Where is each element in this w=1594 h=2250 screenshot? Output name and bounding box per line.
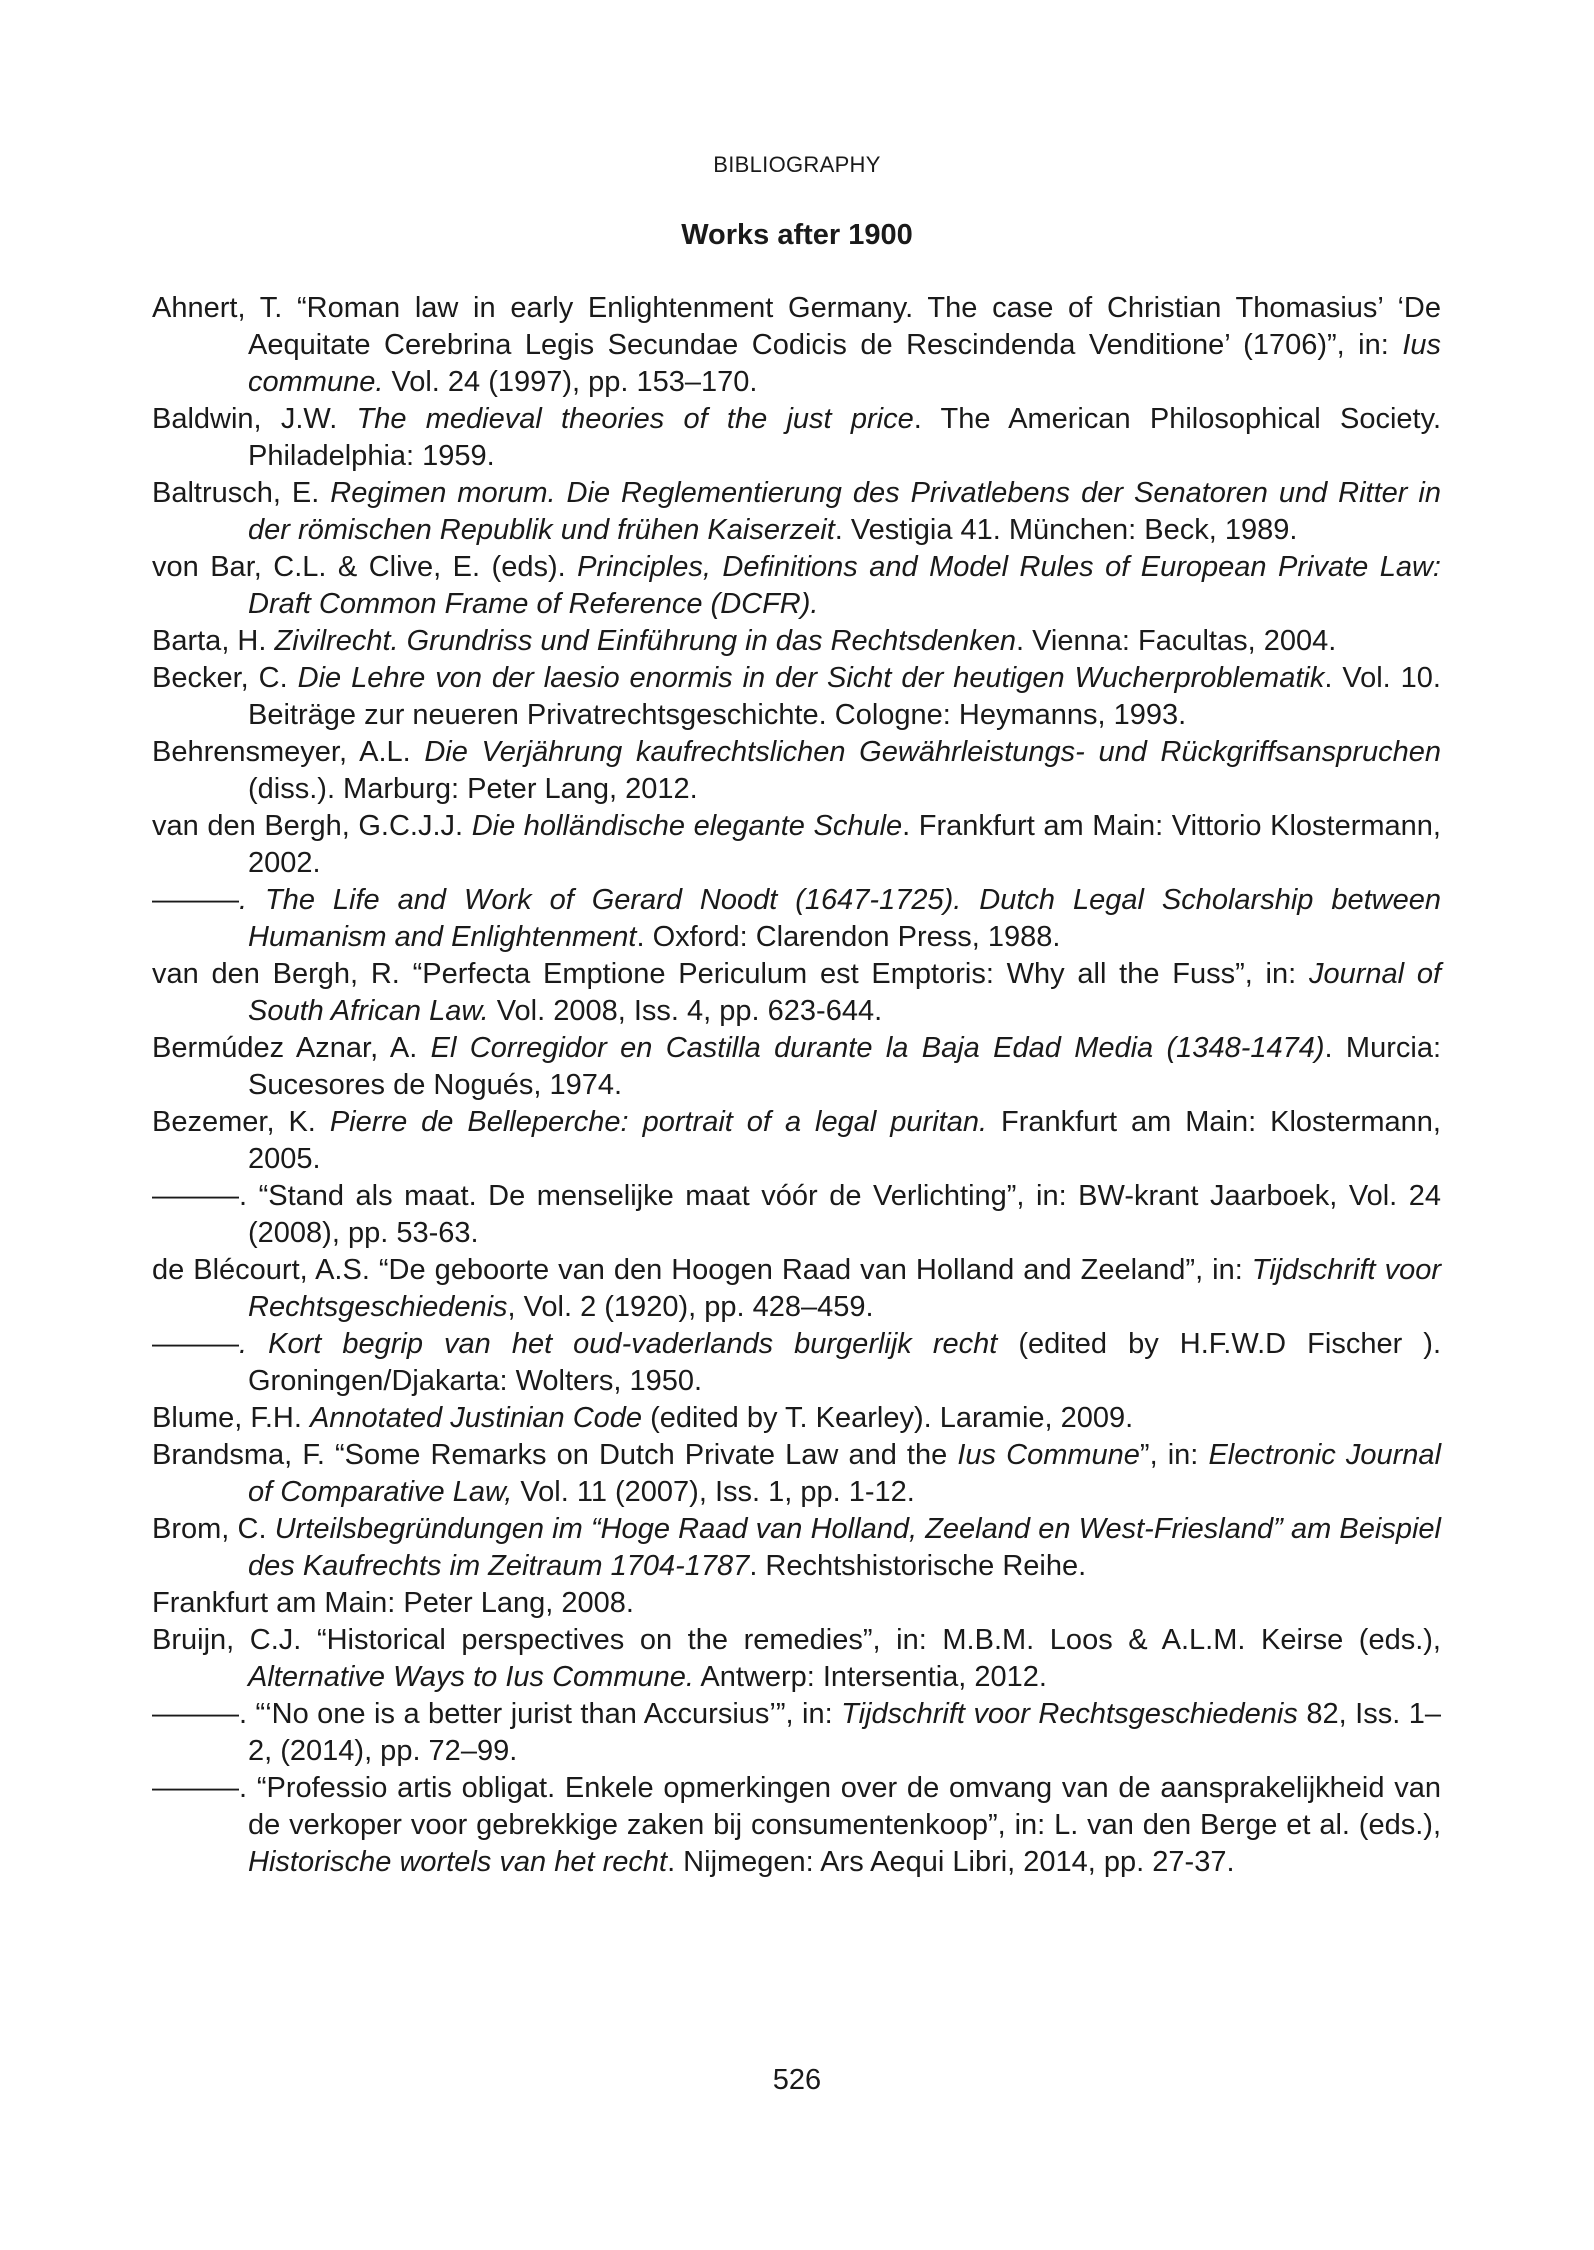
bib-entry-bezemer-stand [152, 1178, 1441, 1252]
entry-text: ”, in: [1139, 1439, 1209, 1471]
bib-entry-brandsma [152, 1437, 1441, 1511]
entry-title: Die holländische elegante Schule [471, 810, 903, 842]
entry-text: de Blécourt, A.S. “De geboorte van den Hoogen Raad van Holland and Zeeland”, in: [152, 1254, 1252, 1286]
entry-text: (diss.). Marburg: Peter Lang, 2012. [248, 773, 698, 805]
entry-text: van den Bergh, G.C.J.J. [152, 810, 472, 842]
bib-entry-brom-continuation [152, 1585, 1441, 1622]
entry-title: El Corregidor en Castilla durante la Baja Edad Media (1348-1474) [430, 1032, 1325, 1064]
entry-text: . Oxford: Clarendon Press, 1988. [636, 921, 1061, 953]
bib-entry-bermudez-aznar [152, 1030, 1441, 1104]
entry-text: Frankfurt am Main: Peter Lang, 2008. [152, 1587, 634, 1619]
entry-text: . Frankfurt am Main: Vittorio Klostermann, 2002. [248, 810, 1441, 879]
entry-text: . Vestigia 41. München: Beck, 1989. [834, 514, 1298, 546]
bib-entry-becker [152, 660, 1441, 734]
entry-text: Vol. 11 (2007), Iss. 1, pp. 1-12. [512, 1476, 915, 1508]
bib-entry-bruijn-accursius [152, 1696, 1441, 1770]
entry-title: Urteilsbegründungen im “Hoge Raad van Holland, Zeeland en West-Friesland” am Beispiel des Kaufrechts im Zeitraum 1704-1787 [248, 1513, 1441, 1582]
bib-entry-behrensmeyer [152, 734, 1441, 808]
entry-title: Tijdschrift voor Rechtsgeschiedenis [248, 1254, 1441, 1323]
entry-text: ———. “Professio artis obligat. Enkele opmerkingen over de omvang van de aansprakelijkheid van de verkoper voor gebrekkige zaken bij consumentenkoop”, in: L. van den Berge et al. (eds.), [152, 1772, 1441, 1841]
entry-title: Die Lehre von der laesio enormis in der Sicht der heutigen Wucherproblematik [297, 662, 1325, 694]
bib-entry-bruijn-professio [152, 1770, 1441, 1881]
entry-text: Behrensmeyer, A.L. [152, 736, 425, 768]
entry-title: Die Verjährung kaufrechtslichen Gewährleistungs- und Rückgriffsanspruchen [424, 736, 1441, 768]
entry-title: Alternative Ways to Ius Commune. [248, 1661, 694, 1693]
entry-title: Principles, Definitions and Model Rules of European Private Law: Draft Common Frame of Reference (DCFR). [248, 551, 1441, 620]
entry-text: , Vol. 2 (1920), pp. 428–459. [507, 1291, 874, 1323]
entry-text: Ahnert, T. “Roman law in early Enlightenment Germany. The case of Christian Thomasius’ ‘De Aequitate Cerebrina Legis Secundae Codicis de Rescindenda Venditione’ (1706)”, in: [152, 292, 1441, 361]
running-head: BIBLIOGRAPHY [713, 152, 881, 177]
entry-text: . Rechtshistorische Reihe. [749, 1550, 1087, 1582]
entry-title: Annotated Justinian Code [309, 1402, 643, 1434]
section-title: Works after 1900 [681, 219, 913, 251]
entry-title: . The Life and Work of Gerard Noodt (1647-1725). Dutch Legal Scholarship between Humanism and Enlightenment [239, 884, 1441, 953]
entry-title: Zivilrecht. Grundriss und Einführung in das Rechtsdenken [274, 625, 1016, 657]
entry-text: Brom, C. [152, 1513, 275, 1545]
bib-entry-baltrusch [152, 475, 1441, 549]
entry-text: van den Bergh, R. “Perfecta Emptione Periculum est Emptoris: Why all the Fuss”, in: [152, 958, 1309, 990]
entry-title: Journal of South African Law. [248, 958, 1442, 1027]
bib-entry-van-den-bergh-noodt [152, 882, 1441, 956]
bib-entry-blume [152, 1400, 1441, 1437]
bib-entry-van-den-bergh-r [152, 956, 1441, 1030]
entry-title: . Kort begrip van het oud-vaderlands burgerlijk recht [239, 1328, 998, 1360]
bib-entry-bezemer [152, 1104, 1441, 1178]
entry-text: ———. “Stand als maat. De menselijke maat vóór de Verlichting”, in: BW-krant Jaarboek, Vol. 24 (2008), pp. 53-63. [152, 1180, 1441, 1249]
bib-entry-bruijn [152, 1622, 1441, 1696]
bib-entry-barta [152, 623, 1441, 660]
entry-text: Frankfurt am Main: Klostermann, 2005. [248, 1106, 1441, 1175]
bibliography-list [152, 290, 1441, 1881]
entry-text: (edited by H.F.W.D Fischer ). Groningen/Djakarta: Wolters, 1950. [248, 1328, 1441, 1397]
bib-entry-baldwin [152, 401, 1441, 475]
entry-text: Blume, F.H. [152, 1402, 310, 1434]
entry-text: ——— [152, 1328, 239, 1360]
entry-text: . The American Philosophical Society. Philadelphia: 1959. [248, 403, 1442, 472]
entry-text: Bruijn, C.J. “Historical perspectives on the remedies”, in: M.B.M. Loos & A.L.M. Keirse (eds.), [152, 1624, 1441, 1656]
bib-entry-ahnert [152, 290, 1441, 401]
entry-title: Pierre de Belleperche: portrait of a legal puritan. [329, 1106, 988, 1138]
entry-text: ——— [152, 884, 239, 916]
entry-text: (edited by T. Kearley). Laramie, 2009. [642, 1402, 1134, 1434]
bib-entry-de-blecourt [152, 1252, 1441, 1326]
entry-text: Vol. 2008, Iss. 4, pp. 623-644. [488, 995, 883, 1027]
entry-text: Vol. 24 (1997), pp. 153–170. [383, 366, 758, 398]
entry-text: von Bar, C.L. & Clive, E. (eds). [152, 551, 578, 583]
bib-entry-von-bar [152, 549, 1441, 623]
entry-title: Regimen morum. Die Reglementierung des Privatlebens der Senatoren und Ritter in der römischen Republik und frühen Kaiserzeit [248, 477, 1441, 546]
entry-title: Ius Commune [957, 1439, 1140, 1471]
entry-title: Ius commune. [248, 329, 1441, 398]
bib-entry-van-den-bergh-gcjj [152, 808, 1441, 882]
page-number: 526 [772, 2064, 822, 2096]
entry-journal: Electronic Journal of Comparative Law, [248, 1439, 1442, 1508]
entry-text: Bezemer, K. [152, 1106, 330, 1138]
entry-text: Brandsma, F. “Some Remarks on Dutch Private Law and the [152, 1439, 958, 1471]
entry-text: . Murcia: Sucesores de Nogués, 1974. [248, 1032, 1442, 1101]
entry-text: 82, Iss. 1–2, (2014), pp. 72–99. [248, 1698, 1442, 1767]
entry-text: Bermúdez Aznar, A. [152, 1032, 431, 1064]
entry-text: Becker, C. [152, 662, 298, 694]
entry-text: ———. “‘No one is a better jurist than Accursius’”, in: [152, 1698, 842, 1730]
entry-text: Baltrusch, E. [152, 477, 331, 509]
entry-text: . Nijmegen: Ars Aequi Libri, 2014, pp. 27-37. [667, 1846, 1235, 1878]
entry-text: Barta, H. [152, 625, 275, 657]
bib-entry-brom [152, 1511, 1441, 1585]
entry-title: The medieval theories of the just price [356, 403, 914, 435]
entry-title: Tijdschrift voor Rechtsgeschiedenis [841, 1698, 1298, 1730]
entry-title: Historische wortels van het recht [248, 1846, 668, 1878]
entry-text: Baldwin, J.W. [152, 403, 357, 435]
bib-entry-de-blecourt-kort [152, 1326, 1441, 1400]
entry-text: . Vol. 10. Beiträge zur neueren Privatrechtsgeschichte. Cologne: Heymanns, 1993. [248, 662, 1441, 731]
entry-text: Antwerp: Intersentia, 2012. [693, 1661, 1047, 1693]
entry-text: . Vienna: Facultas, 2004. [1016, 625, 1337, 657]
